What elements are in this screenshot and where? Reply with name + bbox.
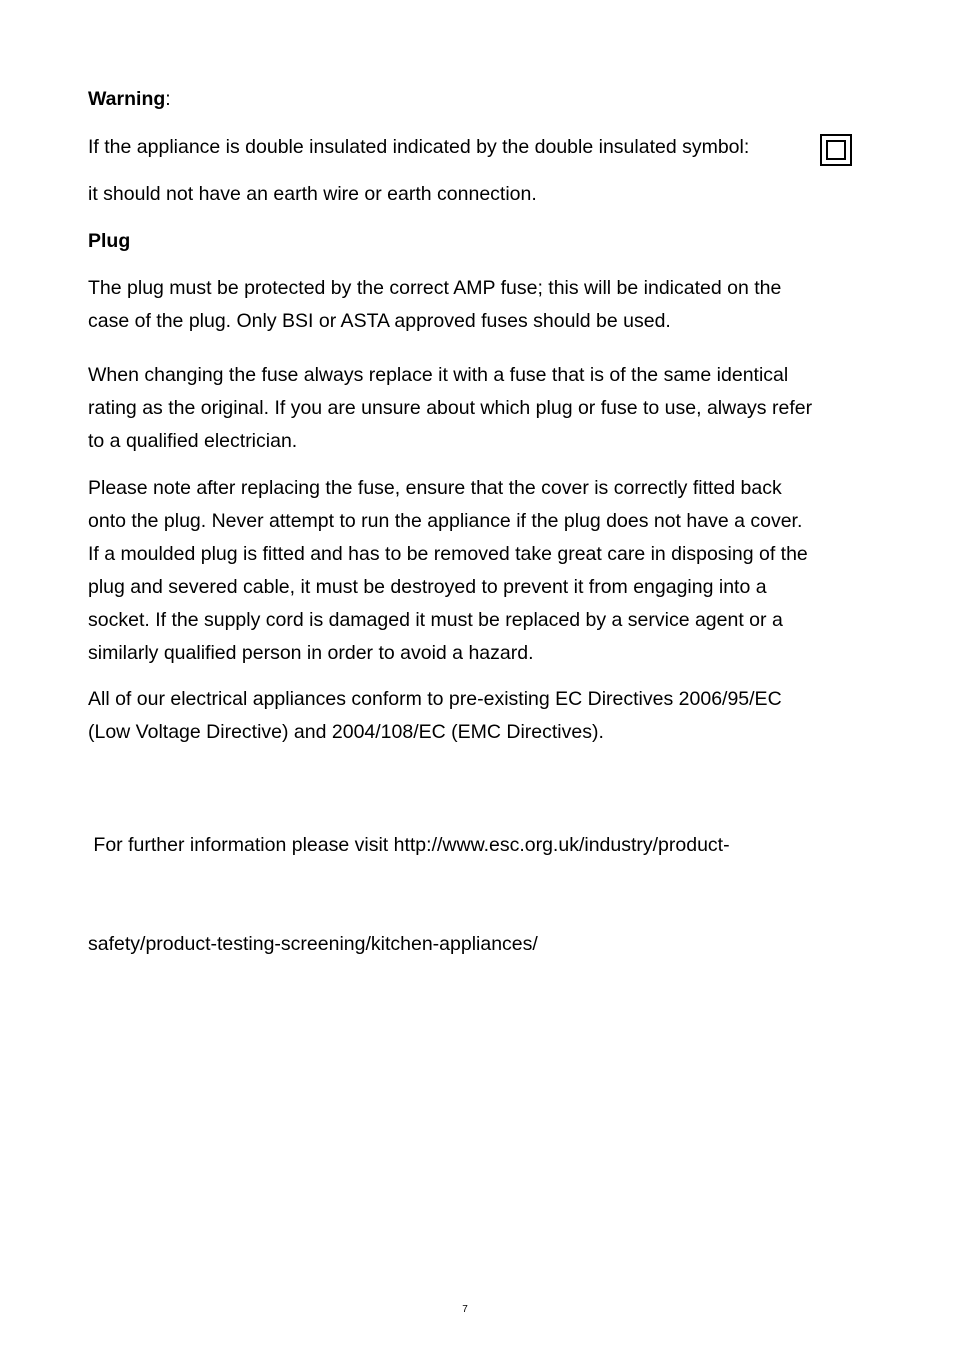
paragraph-line: safety/product-testing-screening/kitchen-appliances/ bbox=[88, 933, 538, 955]
paragraph-line: The plug must be protected by the correct AMP fuse; this will be indicated on the bbox=[88, 277, 782, 299]
plug-heading: Plug bbox=[88, 230, 131, 252]
paragraph-line: plug and severed cable, it must be destroyed to prevent it from engaging into a bbox=[88, 576, 767, 598]
directives-paragraph bbox=[88, 683, 878, 749]
paragraph-line: When changing the fuse always replace it with a fuse that is of the same identical bbox=[88, 364, 789, 386]
paragraph-line: If a moulded plug is fitted and has to be removed take great care in disposing of the bbox=[88, 543, 808, 565]
paragraph-line: onto the plug. Never attempt to run the appliance if the plug does not have a cover. bbox=[88, 510, 803, 532]
paragraph-line: Please note after replacing the fuse, ensure that the cover is correctly fitted back bbox=[88, 477, 782, 499]
paragraph-line: For further information please visit http://www.esc.org.uk/industry/product- bbox=[88, 834, 730, 856]
cover-paragraph bbox=[88, 472, 878, 670]
paragraph-line: case of the plug. Only BSI or ASTA approved fuses should be used. bbox=[88, 310, 671, 332]
paragraph-line: to a qualified electrician. bbox=[88, 430, 298, 452]
further-info-paragraph bbox=[88, 763, 878, 1027]
double-insulated-inner-square bbox=[826, 140, 846, 160]
warning-heading-line bbox=[88, 88, 171, 111]
warning-heading: Warning bbox=[88, 88, 166, 110]
no-earth-text: it should not have an earth wire or earth connection. bbox=[88, 183, 537, 205]
paragraph-line: All of our electrical appliances conform to pre-existing EC Directives 2006/95/EC bbox=[88, 688, 782, 710]
paragraph-line: rating as the original. If you are unsure about which plug or fuse to use, always refer bbox=[88, 397, 813, 419]
fuse-replacement-paragraph bbox=[88, 359, 878, 458]
paragraph-line: socket. If the supply cord is damaged it must be replaced by a service agent or a bbox=[88, 609, 783, 631]
paragraph-line: similarly qualified person in order to avoid a hazard. bbox=[88, 642, 534, 664]
double-insulated-text: If the appliance is double insulated indicated by the double insulated symbol: bbox=[88, 136, 750, 158]
warning-colon: : bbox=[165, 88, 171, 110]
paragraph-line: (Low Voltage Directive) and 2004/108/EC (EMC Directives). bbox=[88, 721, 604, 743]
fuse-paragraph bbox=[88, 272, 878, 338]
page-number: 7 bbox=[462, 1304, 468, 1315]
double-insulated-symbol-icon bbox=[820, 134, 852, 166]
